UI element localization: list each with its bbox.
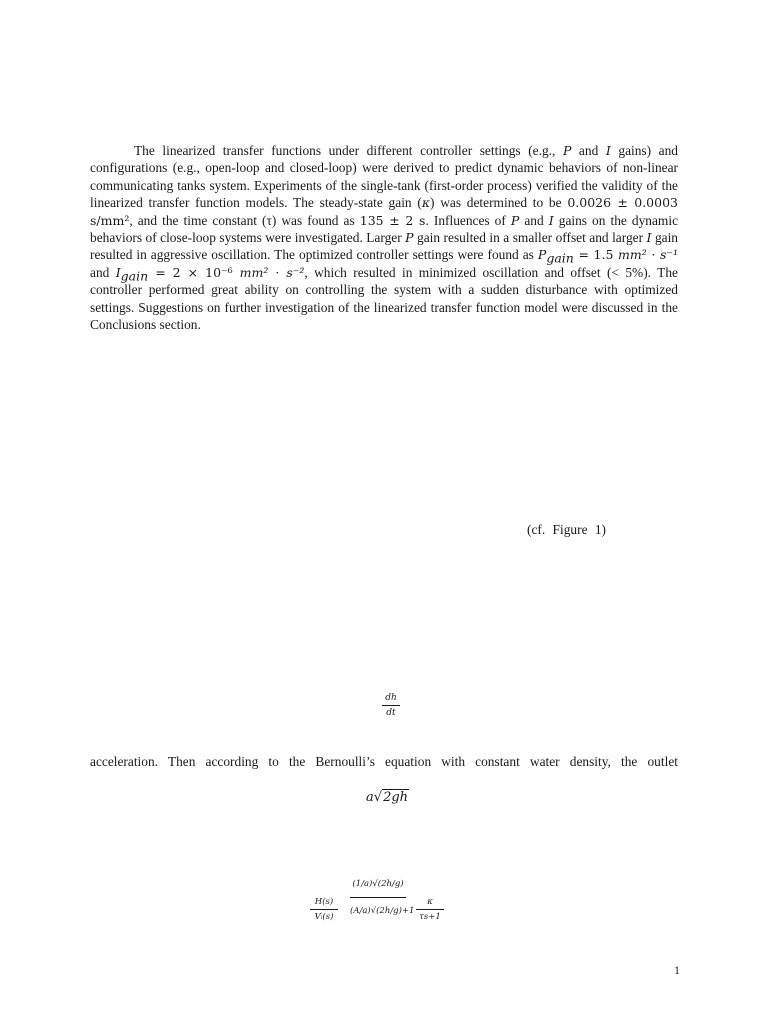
abstract-text [90,142,678,333]
abstract-text-run: and [90,264,116,280]
outlet-velocity-equation [366,790,409,805]
transfer-function-equation [310,875,450,939]
tf-rhs-denominator: τs+1 [419,912,441,922]
math-symbol: P [405,230,414,246]
math-value: = 2 × 10⁻⁶ [148,264,240,280]
abstract-text-run: and [519,212,549,228]
page-number: 1 [674,963,680,977]
abstract-text-run: . Influences of [425,212,511,228]
tf-rhs-fraction [416,897,444,922]
derivative-numerator: dh [385,693,397,703]
abstract-text-run: ) was determined to be [430,195,568,211]
sqrt-coefficient: a [366,790,374,805]
abstract-text-run: gains) and configurations (e.g., open-loop and closed-loop) were derived to predict dynamic behaviors of non-linear communicating tanks system. Experiments of the single-tank (first-order process) verified the validity of the linearized transfer function models. The steady-state gain ( [90,143,678,211]
math-symbol: P [537,247,547,263]
math-value: = 1.5 [573,247,619,263]
tf-lhs-numerator: H(s) [314,897,334,907]
abstract-text-run: gains on the dynamic behaviors of close-loop systems were investigated. Larger [90,212,679,246]
math-value: 135 ± 2 s [359,212,426,228]
math-subscript: gain [120,268,149,284]
abstract-text-run: , which resulted in minimized oscillation and offset (< 5%). The controller performed great ability on controlling the system with a sudden disturbance with optimized settings. Suggestions on further investigation of the linearized transfer function model were discussed in the Conclusions section. [90,264,678,333]
tf-middle-numerator: (1/a)√(2h/g) [352,879,404,889]
abstract-text-run: gain resulted in aggressive oscillation. The optimized controller settings were found as [90,230,679,263]
abstract-text-run: and [571,143,606,158]
derivative-fraction [382,693,400,718]
text-fragment: acceleration. Then according to the Bernoulli’s equation with constant water density, the outlet [90,754,678,769]
math-symbol: I [646,230,652,246]
math-subscript: gain [546,251,574,267]
abstract-paragraph [90,142,678,333]
math-symbol: P [562,143,572,158]
tf-lhs-denominator: Vᵢ(s) [314,912,334,922]
math-symbol: P [510,212,520,228]
derivative-denominator: dt [386,708,396,718]
math-symbol: I [548,212,554,228]
tf-middle-denominator: (A/a)√(2h/g)+1 [350,906,415,916]
figure-reference: (cf. Figure 1) [527,522,607,537]
sqrt-radical-sign: √ [373,790,383,805]
tf-rhs-numerator: κ [427,897,433,907]
math-symbol: I [115,264,121,280]
abstract-text-run: , and the time constant (τ) was found as [129,212,360,228]
math-value: 0.0026 ± 0.0003 s/mm² [90,195,678,228]
abstract-text-run: The linearized transfer functions under different controller settings (e.g., [134,143,563,158]
math-symbol: κ [421,195,431,211]
tf-lhs-fraction [310,897,338,922]
math-symbol: mm² · s⁻² [239,264,305,280]
abstract-text-run: gain resulted in a smaller offset and larger [413,230,647,246]
sqrt-radicand: 2gh [383,790,409,805]
tf-middle-fraction [350,879,415,916]
math-symbol: I [605,143,611,158]
math-symbol: mm² · s⁻¹ [618,247,678,263]
